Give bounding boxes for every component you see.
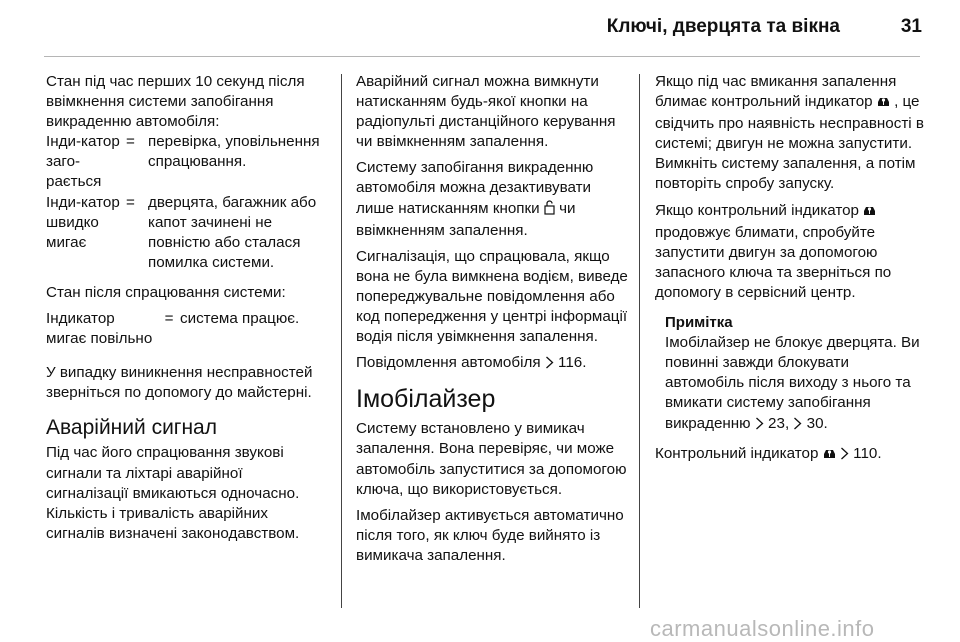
table-definition: перевірка, уповільнення спрацювання.	[148, 133, 320, 171]
immobilizer-car-key-icon	[877, 94, 890, 114]
deactivation-text	[356, 158, 631, 240]
intro-text: Стан під час перших 10 секунд після ввімкнення системи запобігання викраденню автомобіля:	[46, 73, 305, 131]
header-rule	[44, 56, 920, 57]
ref-arrow-icon	[793, 416, 802, 436]
indicator-ref-label: Контрольний індикатор	[655, 444, 819, 462]
indicator-continues-start: Якщо контрольний індикатор	[655, 201, 859, 219]
page-title: Ключі, дверцята та вікна	[606, 16, 840, 37]
immobilizer-car-key-icon	[823, 446, 836, 466]
note-body: Імобілайзер не блокує дверцята. Ви повинні завжди блокувати автомобіль після виходу з нього та вмикати систему запобігання викраденню	[665, 334, 920, 432]
section-heading-immobilizer: Імобілайзер	[356, 385, 496, 414]
table-row	[46, 309, 328, 349]
table-definition: дверцята, багажник або капот зачинені не повністю або сталася помилка системи.	[148, 193, 317, 271]
page-ref: 116.	[558, 354, 587, 372]
note-title: Примітка	[665, 314, 733, 332]
immobilizer-text: Систему встановлено у вимикач запалення. Вона перевіряє, чи може автомобіль запуститися за допомогою ключа, що використовується.	[356, 420, 627, 498]
page-ref: 110.	[853, 444, 882, 462]
column-1	[46, 72, 328, 550]
vehicle-messages-ref	[356, 353, 631, 375]
alarm-text: Під час його спрацювання звукові сигнали та ліхтарі аварійної сигналізації вмикаються одночасно. Кількість і тривалість аварійних сигналів визначені законодавством.	[46, 444, 300, 542]
column-2	[356, 72, 631, 572]
lock-button-icon	[544, 200, 555, 221]
ref-arrow-icon	[755, 416, 764, 436]
column-divider	[639, 74, 640, 608]
ref-arrow-icon	[840, 446, 849, 466]
section-heading-alarm: Аварійний сигнал	[46, 416, 217, 440]
table-row	[46, 132, 328, 192]
ref-arrow-icon	[545, 355, 554, 375]
indicator-continues-end: продовжує блимати, спробуйте запустити двигун за допомогою запасного ключа та зверніться по допомогу в сервісний центр.	[655, 223, 892, 301]
deactivation-text-start: Систему запобігання викраденню автомобіля можна дезактивувати лише натисканням кнопки	[356, 159, 594, 217]
indicator-blink-start: Якщо під час вмикання запалення блимає контрольний індикатор	[655, 73, 897, 111]
column-3	[655, 72, 925, 472]
immobilizer-car-key-icon	[863, 203, 876, 223]
watermark-text: carmanualsonline.info	[650, 616, 875, 641]
status-table-active	[46, 309, 328, 349]
indicator-blink-text	[655, 72, 925, 195]
indicator-continues-text	[655, 201, 925, 303]
table-row	[46, 193, 328, 273]
alarm-off-text: Аварійний сигнал можна вимкнути натисканням будь-якої кнопки на радіопульті дистанційного керування чи ввімкненням запалення.	[356, 73, 616, 151]
after-activation-text: Стан після спрацювання системи:	[46, 283, 286, 301]
note-text	[665, 333, 925, 435]
immobilizer-activation-text: Імобілайзер активується автоматично після того, як ключ буде вийнято із вимикача запалення.	[356, 506, 624, 564]
table-equals: =	[126, 193, 135, 211]
page-ref: 23,	[768, 414, 790, 432]
page-number: 31	[900, 16, 922, 37]
status-table-initial	[46, 132, 328, 273]
triggered-alarm-text: Сигналізація, що спрацювала, якщо вона не була вимкнена водієм, виведе попереджувальне повідомлення або код попередження у центрі інформації водія після увімкнення запалення.	[356, 247, 628, 346]
page-ref: 30.	[806, 414, 828, 432]
table-equals: =	[126, 133, 135, 151]
indicator-blink-end: , це свідчить про наявність несправності в системі; двигун не можна запустити. Вимкніть систему запалення, а потім повторіть спробу запуску.	[655, 93, 924, 193]
table-definition: система працює.	[180, 310, 300, 328]
table-term: Інди-катор заго-рається	[46, 133, 120, 191]
column-divider	[341, 74, 342, 608]
indicator-ref-text	[655, 444, 925, 466]
fault-text: У випадку виникнення несправностей зверніться по допомогу до майстерні.	[46, 364, 313, 402]
table-term: Індикатор мигає повільно	[46, 310, 153, 348]
table-equals: =	[164, 310, 174, 328]
deactivation-text-end: чи ввімкненням запалення.	[356, 199, 576, 239]
note-box	[665, 313, 925, 436]
vehicle-messages-label: Повідомлення автомобіля	[356, 354, 541, 372]
table-term: Інди-катор швидко мигає	[46, 193, 120, 251]
